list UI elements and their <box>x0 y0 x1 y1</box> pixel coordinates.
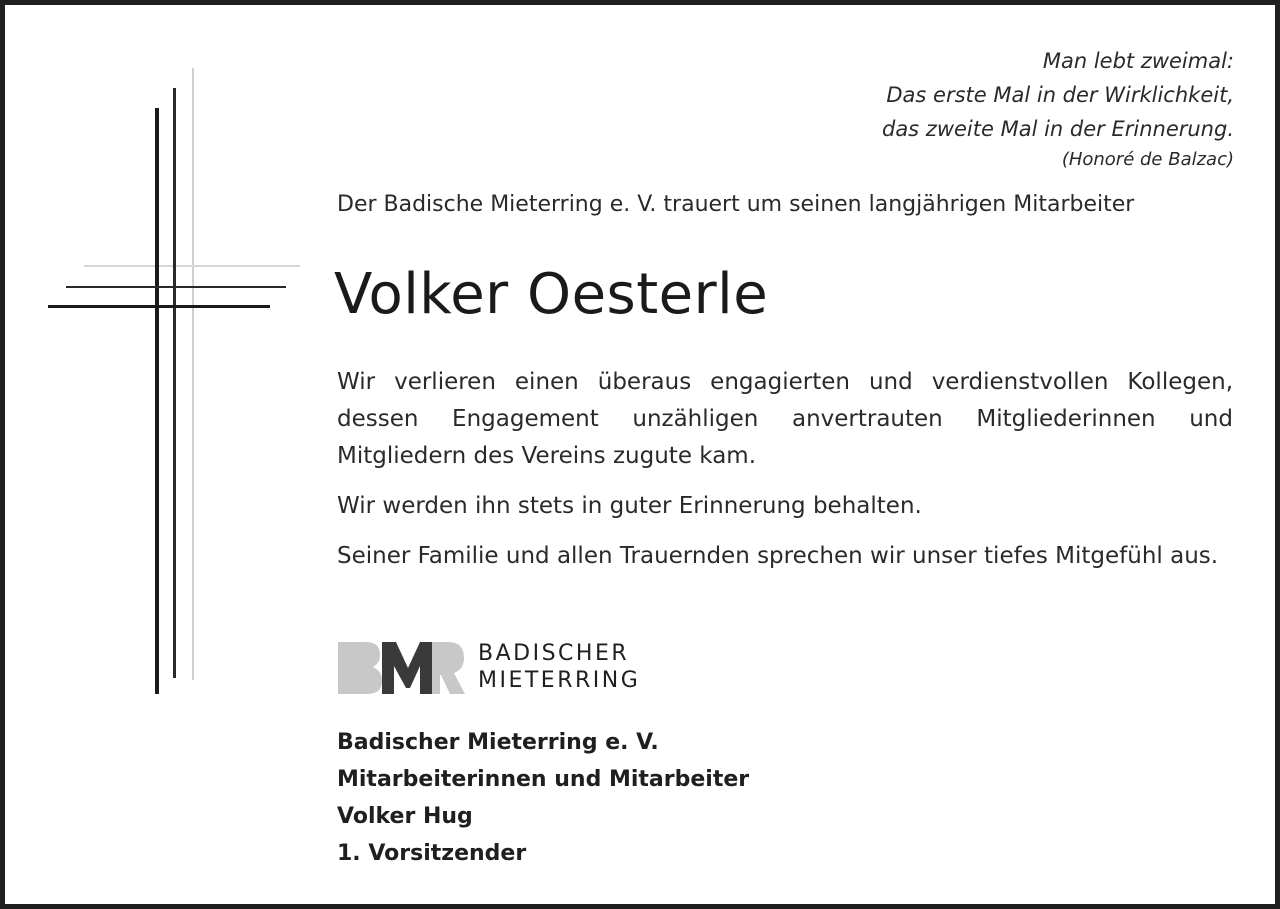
quote-line: Das erste Mal in der Wirklichkeit, <box>886 83 1234 107</box>
signature-line: Volker Hug <box>337 804 473 829</box>
logo-text-line2: MIETERRING <box>478 668 641 693</box>
signature-line: 1. Vorsitzender <box>337 841 527 866</box>
signature-line: Mitarbeiterinnen und Mitarbeiter <box>337 767 750 792</box>
body-paragraph: Seiner Familie und allen Trauernden sprechen wir unser tiefes Mitgefühl aus. <box>337 543 1219 569</box>
bmr-logo <box>336 638 656 698</box>
signature-block <box>337 724 749 872</box>
quote-author: (Honoré de Balzac) <box>1061 149 1234 170</box>
bmr-logo-mark <box>336 638 466 698</box>
quote-line: Man lebt zweimal: <box>1042 49 1234 73</box>
intro-text: Der Badische Mieterring e. V. trauert um seinen langjährigen Mitarbeiter <box>337 192 1135 217</box>
deceased-name: Volker Oesterle <box>334 262 769 327</box>
cross-vertical-main <box>155 108 159 694</box>
cross-light-horizontal <box>84 265 300 267</box>
cross-icon <box>0 0 320 720</box>
cross-vertical-secondary <box>173 88 176 678</box>
signature-line: Badischer Mieterring e. V. <box>337 730 659 755</box>
obituary-body <box>337 364 1233 588</box>
cross-horizontal-secondary <box>66 286 286 288</box>
quote-line: das zweite Mal in der Erinnerung. <box>881 117 1234 141</box>
body-paragraph: Wir werden ihn stets in guter Erinnerung behalten. <box>337 493 922 519</box>
cross-horizontal-main <box>48 305 270 308</box>
cross-light-vertical <box>192 68 194 680</box>
body-paragraph: Wir verlieren einen überaus engagierten und verdienstvollen Kollegen, dessen Engagement unzähligen anvertrauten Mitgliederinnen und Mitgliedern des Vereins zugute kam. <box>337 369 1233 469</box>
balzac-quote <box>882 44 1234 174</box>
logo-text-line1: BADISCHER <box>478 641 630 666</box>
